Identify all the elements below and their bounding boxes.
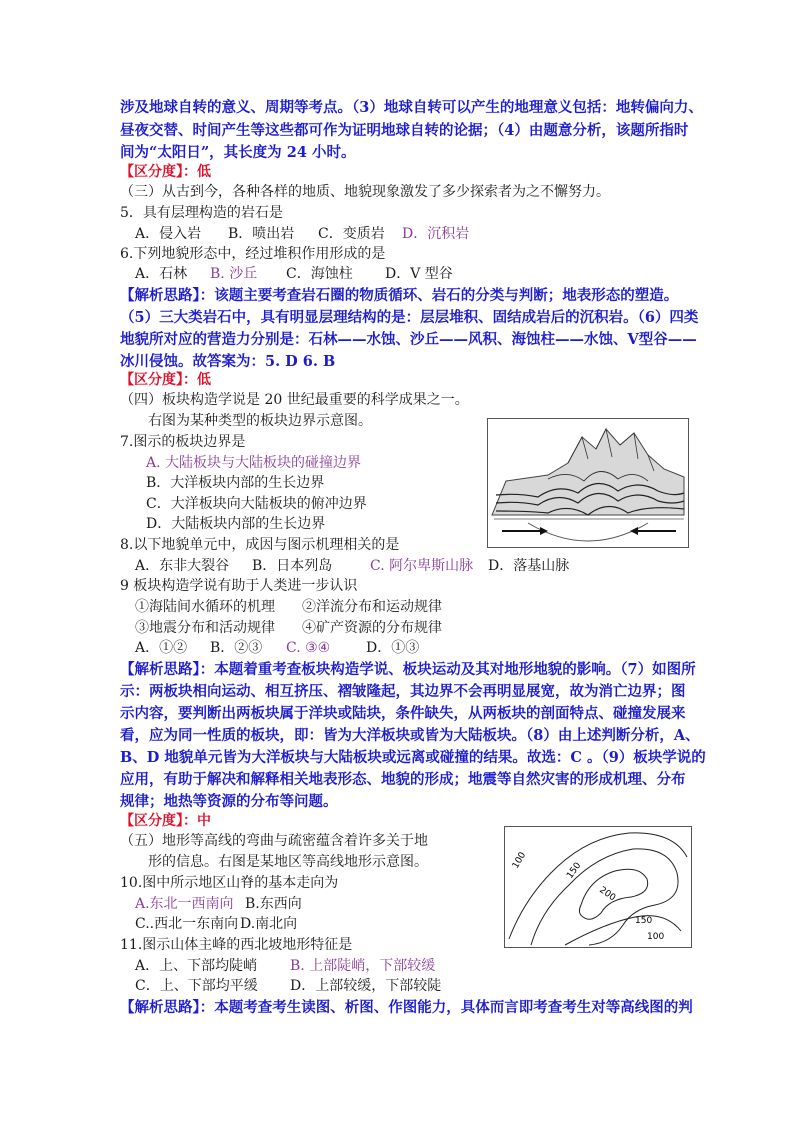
difficulty-label: 【区分度】：低 <box>120 372 211 388</box>
q6-option-b: B. 沙丘 <box>210 266 258 282</box>
contour-map-figure <box>504 826 692 948</box>
section-intro-figure-note: 右图为某种类型的板块边界示意图。 <box>148 413 372 429</box>
question-5: 5．具有层理构造的岩石是 <box>120 205 283 221</box>
difficulty-label: 【区分度】：中 <box>120 813 211 829</box>
q9-item-2: ②洋流分布和运动规律 <box>302 599 442 615</box>
analysis-text-line: 【解析思路】：本题着重考查板块构造学说、板块运动及其对地形地貌的影响。（7）如图所 <box>120 661 696 678</box>
q7-option-a: A. 大陆板块与大陆板块的碰撞边界 <box>146 455 362 471</box>
q9-option-b: B．②③ <box>210 640 263 656</box>
question-7: 7.图示的板块边界是 <box>120 434 246 450</box>
q9-option-d: D．①③ <box>366 640 420 656</box>
q10-option-d: D.南北向 <box>240 916 298 932</box>
q6-option-a: A．石林 <box>135 266 188 282</box>
analysis-text-line: 【解析思路】：该题主要考查岩石圈的物质循环、岩石的分类与判断；地表形态的塑造。 <box>120 287 679 304</box>
difficulty-label: 【区分度】：低 <box>120 164 211 180</box>
q7-option-b: B．大洋板块内部的生长边界 <box>146 475 325 491</box>
q10-option-c: C..西北一东南向 <box>135 916 239 932</box>
contour-label: 100 <box>510 850 529 871</box>
analysis-text-line: 昼夜交替、时间产生等这些都可作为证明地球自转的论据；（4）由题意分析，该题所指时 <box>120 122 689 139</box>
question-8: 8.以下地貌单元中，成因与图示机理相关的是 <box>120 537 400 553</box>
contour-map <box>505 827 691 947</box>
q11-option-b: B. 上部陡峭，下部较缓 <box>290 958 436 974</box>
analysis-text-line: 地貌所对应的营造力分别是：石林——水蚀、沙丘——风积、海蚀柱——水蚀、V型谷—— <box>120 331 697 348</box>
analysis-text-line: 冰川侵蚀。故答案为：5. D 6. B <box>120 353 336 370</box>
section-intro: （四）板块构造学说是 20 世纪最重要的科学成果之一。 <box>120 392 469 408</box>
contour-label: 150 <box>565 860 584 881</box>
analysis-text-line: 涉及地球自转的意义、周期等考点。（3）地球自转可以产生的地理意义包括：地转偏向力、 <box>120 99 703 116</box>
analysis-text-line: 规律；地热等资源的分布等问题。 <box>120 793 338 810</box>
q5-option-d: D．沉积岩 <box>402 226 470 242</box>
q7-option-d: D．大陆板块内部的生长边界 <box>146 516 326 532</box>
analysis-text-line: （5）三大类岩石中，具有明显层理结构的是：层层堆积、固结成岩后的沉积岩。（6）四类 <box>120 309 699 326</box>
q7-option-c: C．大洋板块向大陆板块的俯冲边界 <box>146 496 367 512</box>
question-9: 9 板块构造学说有助于人类进一步认识 <box>120 578 358 594</box>
q8-option-b: B．日本列岛 <box>252 558 333 574</box>
analysis-text-line: 间为“太阳日”，其长度为 24 小时。 <box>120 144 356 161</box>
q5-option-c: C．变质岩 <box>318 226 385 242</box>
q10-option-b: B.东西向 <box>245 896 302 912</box>
analysis-text-line: B、D 地貌单元皆为大洋板块与大陆板块或远离或碰撞的结果。故选：C 。（9）板块学说的 <box>120 749 706 766</box>
contour-label: 150 <box>635 916 653 926</box>
section-intro-figure-note: 形的信息。右图是某地区等高线地形示意图。 <box>148 854 428 870</box>
section-intro: （五）地形等高线的弯曲与疏密蕴含着许多关于地 <box>120 833 428 849</box>
q9-item-4: ④矿产资源的分布规律 <box>302 620 442 636</box>
q8-option-c: C. 阿尔卑斯山脉 <box>370 558 474 574</box>
plate-boundary-diagram <box>488 419 688 547</box>
question-6: 6.下列地貌形态中，经过堆积作用形成的是 <box>120 246 386 262</box>
q8-option-d: D．落基山脉 <box>488 558 570 574</box>
q11-option-a: A．上、下部均陡峭 <box>135 958 258 974</box>
question-10: 10.图中所示地区山脊的基本走向为 <box>120 875 339 891</box>
q5-option-a: A．侵入岩 <box>135 226 202 242</box>
contour-label: 200 <box>597 885 618 904</box>
q6-option-d: D．V 型谷 <box>385 266 453 282</box>
analysis-text-line: 看，应为同一性质的板块，即：皆为大洋板块或皆为大陆板块。（8）由上述判断分析，A、 <box>120 727 700 744</box>
analysis-text-line: 应用，有助于解决和解释相关地表形态、地貌的形成；地震等自然灾害的形成机理、分布 <box>120 771 686 788</box>
q9-item-1: ①海陆间水循环的机理 <box>135 599 275 615</box>
q10-option-a: A.东北一西南向 <box>135 896 234 912</box>
analysis-text-line: 示：两板块相向运动、相互挤压、褶皱隆起，其边界不会再明显展宽，故为消亡边界；图 <box>120 683 686 700</box>
q8-option-a: A．东非大裂谷 <box>135 558 230 574</box>
q9-item-3: ③地震分布和活动规律 <box>135 620 275 636</box>
plate-boundary-figure <box>487 418 689 548</box>
section-intro: （三）从古到今，各种各样的地质、地貌现象激发了多少探索者为之不懈努力。 <box>120 184 610 200</box>
question-11: 11.图示山体主峰的西北坡地形特征是 <box>120 937 353 953</box>
contour-label: 100 <box>647 932 665 942</box>
q11-option-c: C．上、下部均平缓 <box>135 978 258 994</box>
q5-option-b: B．喷出岩 <box>228 226 295 242</box>
analysis-text-line: 【解析思路】：本题考查考生读图、析图、作图能力，具体而言即考查考生对等高线图的判 <box>120 999 693 1016</box>
q9-option-a: A．①② <box>135 640 188 656</box>
q11-option-d: D．上部较缓，下部较陡 <box>290 978 442 994</box>
q9-option-c: C. ③④ <box>286 640 331 656</box>
q6-option-c: C．海蚀柱 <box>286 266 353 282</box>
analysis-text-line: 示内容，要判断出两板块属于洋块或陆块，条件缺失，从两板块的剖面特点、碰撞发展来 <box>120 705 686 722</box>
